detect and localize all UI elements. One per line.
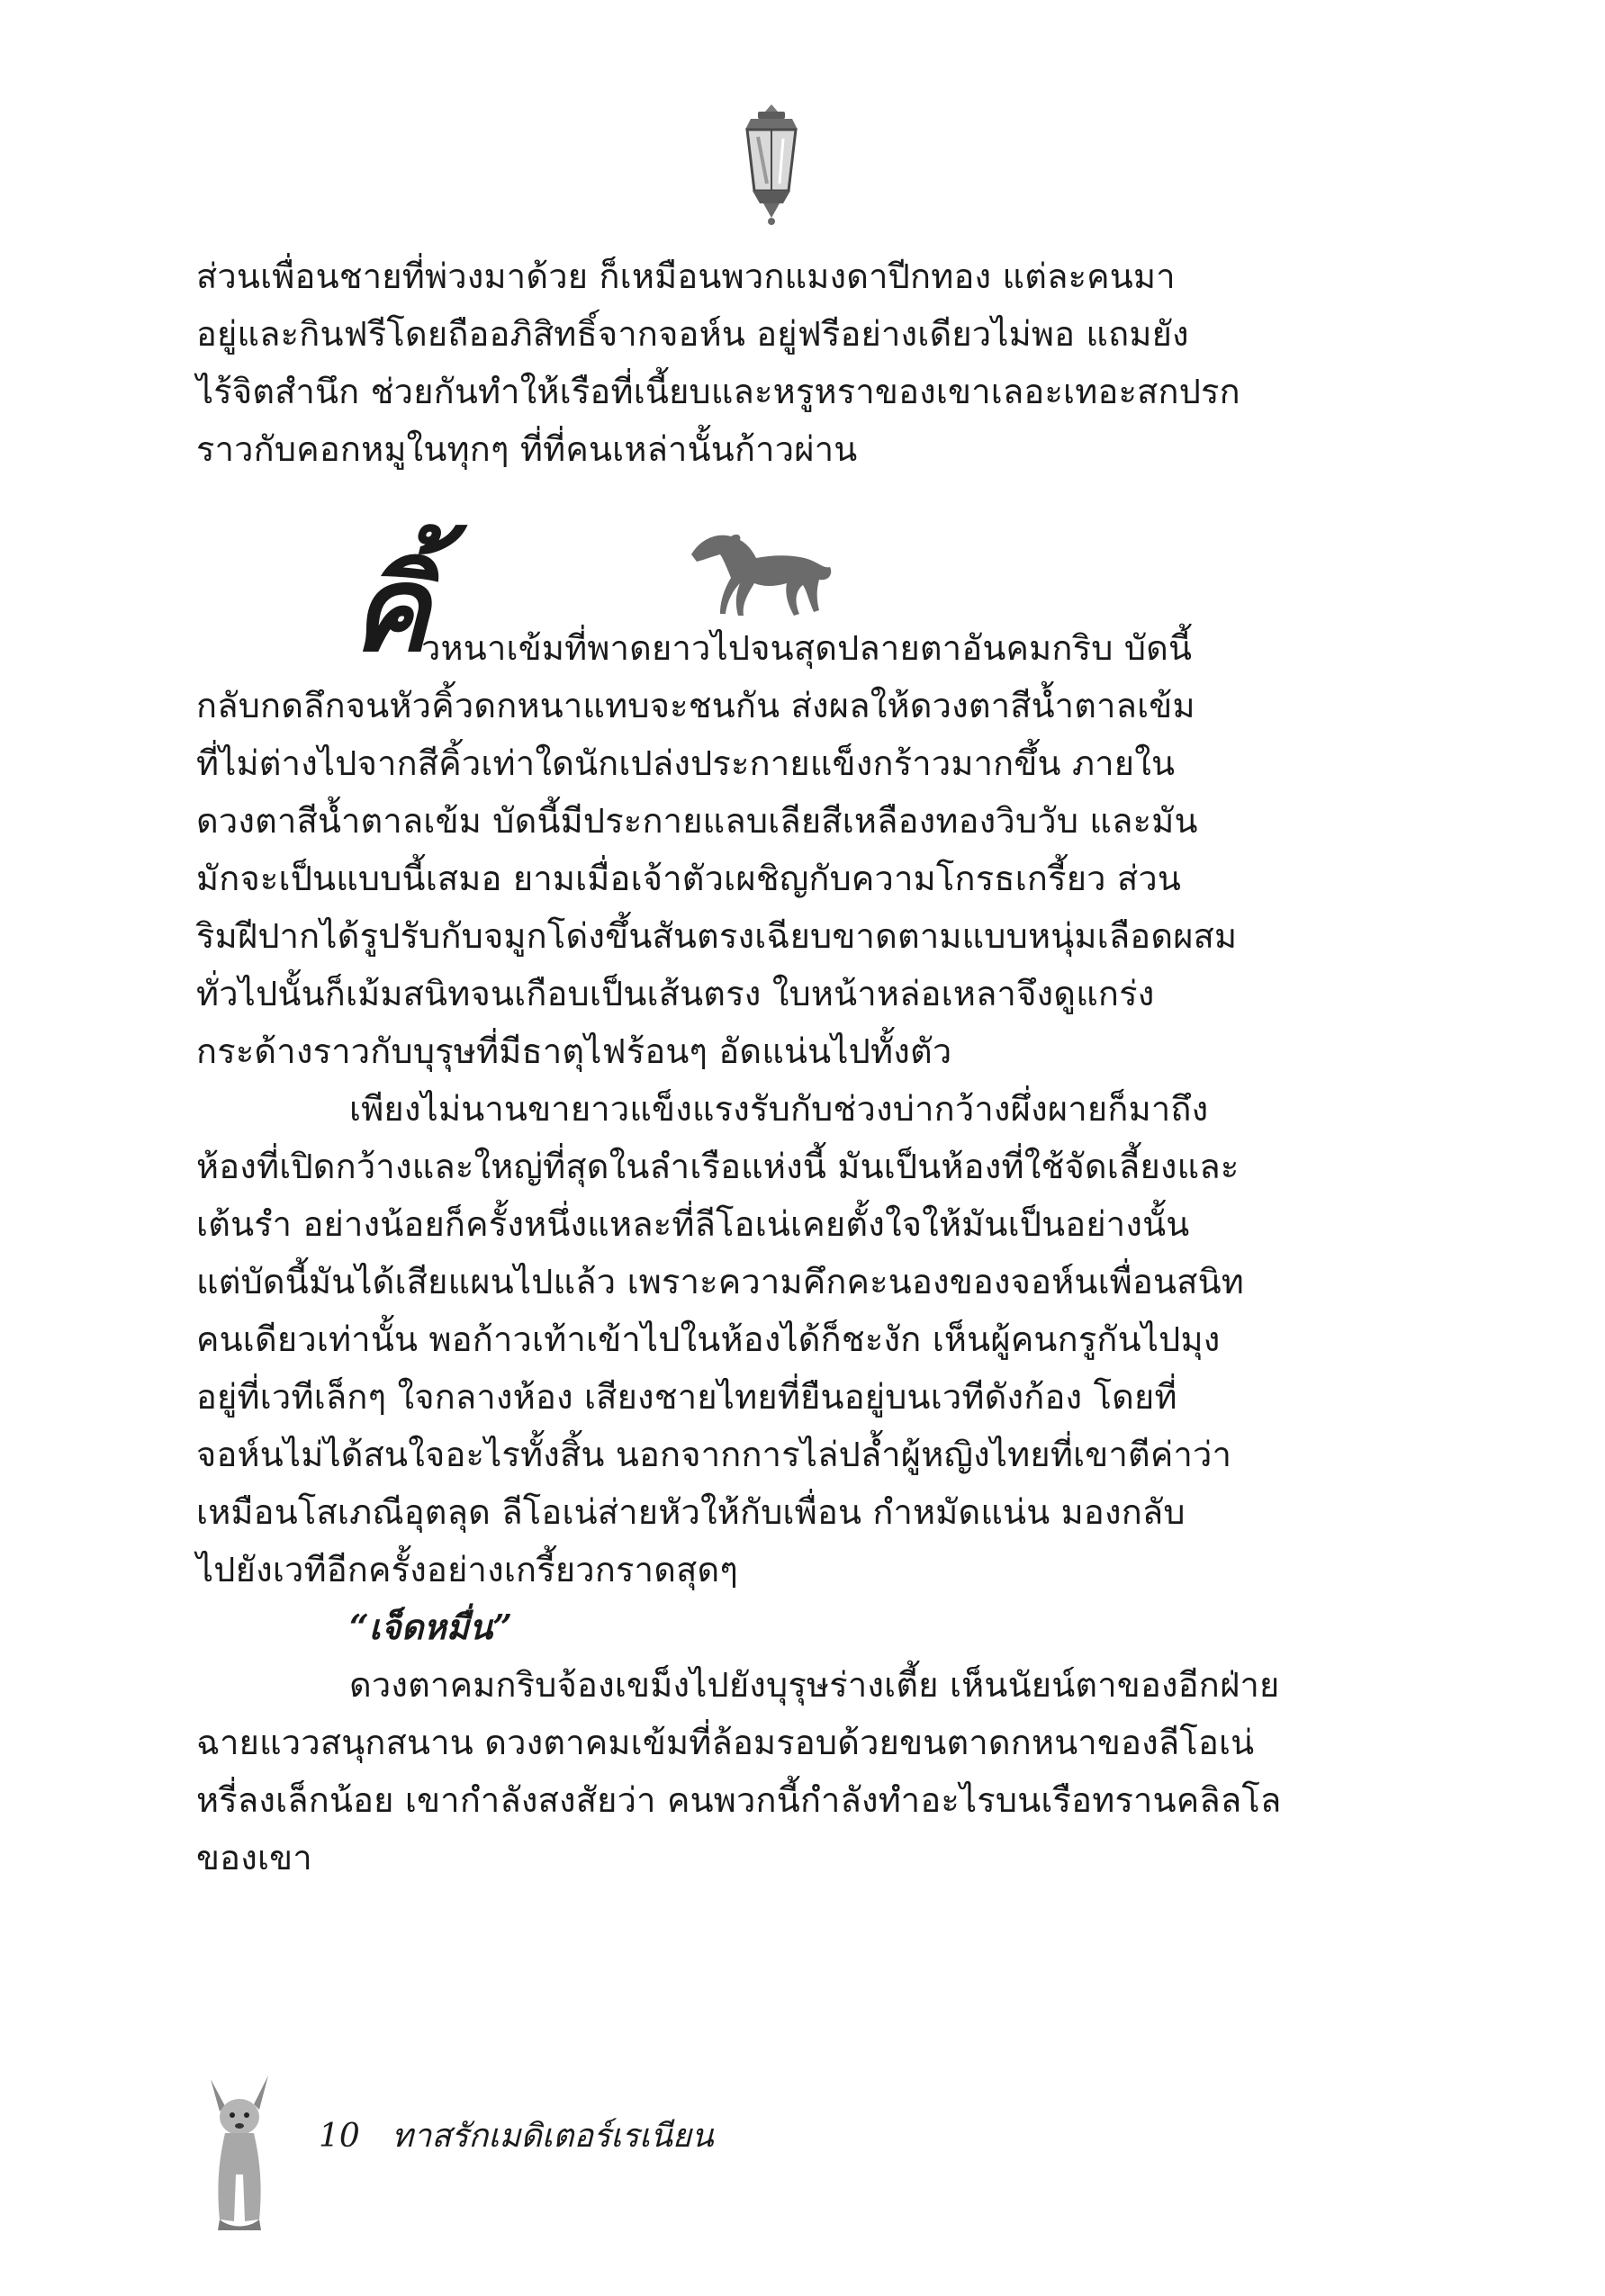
text-line: ริมฝีปากได้รูปรับกับจมูกโด่งขึ้นสันตรงเฉียบขาดตามแบบหนุ่มเลือดผสม (196, 916, 1238, 956)
text-line: ดวงตาคมกริบจ้องเขม็งไปยังบุรุษร่างเตี้ย เห็นนัยน์ตาของอีกฝ่าย (349, 1665, 1280, 1705)
text-line: ของเขา (196, 1838, 312, 1877)
text-line: ส่วนเพื่อนชายที่พ่วงมาด้วย ก็เหมือนพวกแมงดาปีกทอง แต่ละคนมา (196, 257, 1176, 296)
text-line: ฉายแววสนุกสนาน ดวงตาคมเข้มที่ล้อมรอบด้วยขนตาดกหนาของลีโอเน่ (196, 1723, 1255, 1762)
paragraph-intro (196, 248, 1339, 478)
text-line: ไปยังเวทีอีกครั้งอย่างเกรี้ยวกราดสุดๆ (196, 1550, 738, 1589)
text-line: มักจะเป็นแบบนี้เสมอ ยามเมื่อเจ้าตัวเผชิญกับความโกรธเกรี้ยว ส่วน (196, 859, 1182, 898)
text-line: เหมือนโสเภณีอุตลุด ลีโอเน่ส่ายหัวให้กับเพื่อน กำหมัดแน่น มองกลับ (196, 1492, 1186, 1532)
text-line: ห้องที่เปิดกว้างและใหญ่ที่สุดในลำเรือแห่งนี้ มันเป็นห้องที่ใช้จัดเลี้ยงและ (196, 1147, 1240, 1186)
text-line: เต้นรำ อย่างน้อยก็ครั้งหนึ่งแหละที่ลีโอเน่เคยตั้งใจให้มันเป็นอย่างนั้น (196, 1204, 1190, 1244)
page-footer (194, 2066, 915, 2246)
text-line: หรี่ลงเล็กน้อย เขากำลังสงสัยว่า คนพวกนี้กำลังทำอะไรบนเรือทรานคลิลโล (196, 1780, 1282, 1820)
book-title: ทาสรักเมดิเตอร์เรเนียน (392, 2118, 714, 2155)
text-line: ไร้จิตสำนึก ช่วยกันทำให้เรือที่เนี้ยบและหรูหราของเขาเลอะเทอะสกปรก (196, 372, 1240, 411)
text-line: คนเดียวเท่านั้น พอก้าวเท้าเข้าไปในห้องได้ก็ชะงัก เห็นผู้คนกรูกันไปมุง (196, 1319, 1221, 1359)
text-line: อยู่และกินฟรีโดยถืออภิสิทธิ์จากจอห์น อยู่ฟรีอย่างเดียวไม่พอ แถมยัง (196, 314, 1189, 354)
text-line: ทั่วไปนั้นก็เม้มสนิทจนเกือบเป็นเส้นตรง ใบหน้าหล่อเหลาจึงดูแกร่ง (196, 974, 1155, 1013)
lantern-icon (731, 101, 812, 227)
text-line: เพียงไม่นานขายาวแข็งแรงรับกับช่วงบ่ากว้างผึ่งผายก็มาถึง (349, 1089, 1209, 1129)
footer-text (319, 2110, 714, 2161)
text-line: กลับกดลึกจนหัวคิ้วดกหนาแทบจะชนกัน ส่งผลให้ดวงตาสีน้ำตาลเข้ม (196, 686, 1195, 725)
text-line: ราวกับคอกหมูในทุกๆ ที่ที่คนเหล่านั้นก้าวผ่าน (196, 429, 858, 469)
main-text (196, 541, 1339, 1886)
dropcap-line (196, 541, 1339, 678)
drop-cap: คิ้ (351, 541, 430, 678)
text-line: จอห์นไม่ได้สนใจอะไรทั้งสิ้น นอกจากการไล่ปล้ำผู้หญิงไทยที่เขาตีค่าว่า (196, 1435, 1232, 1474)
text-line: วหนาเข้มที่พาดยาวไปจนสุดปลายตาอันคมกริบ บัดนี้ (421, 628, 1193, 668)
chihuahua-dog-icon (194, 2066, 284, 2237)
text-line: ที่ไม่ต่างไปจากสีคิ้วเท่าใดนักเปล่งประกายแข็งกร้าวมากขึ้น ภายใน (196, 743, 1176, 783)
text-line: ดวงตาสีน้ำตาลเข้ม บัดนี้มีประกายแลบเลียสีเหลืองทองวิบวับ และมัน (196, 801, 1198, 841)
text-line: แต่บัดนี้มันได้เสียแผนไปแล้ว เพราะความคึกคะนองของจอห์นเพื่อนสนิท (196, 1262, 1245, 1301)
text-line: อยู่ที่เวทีเล็กๆ ใจกลางห้อง เสียงชายไทยที่ยืนอยู่บนเวทีดังก้อง โดยที่ (196, 1377, 1177, 1417)
text-line: กระด้างราวกับบุรุษที่มีธาตุไฟร้อนๆ อัดแน่นไปทั้งตัว (196, 1031, 952, 1071)
dialogue-line: “เจ็ดหมื่น” (349, 1607, 513, 1647)
horse-icon (684, 527, 837, 626)
page-number: 10 (319, 2118, 360, 2155)
